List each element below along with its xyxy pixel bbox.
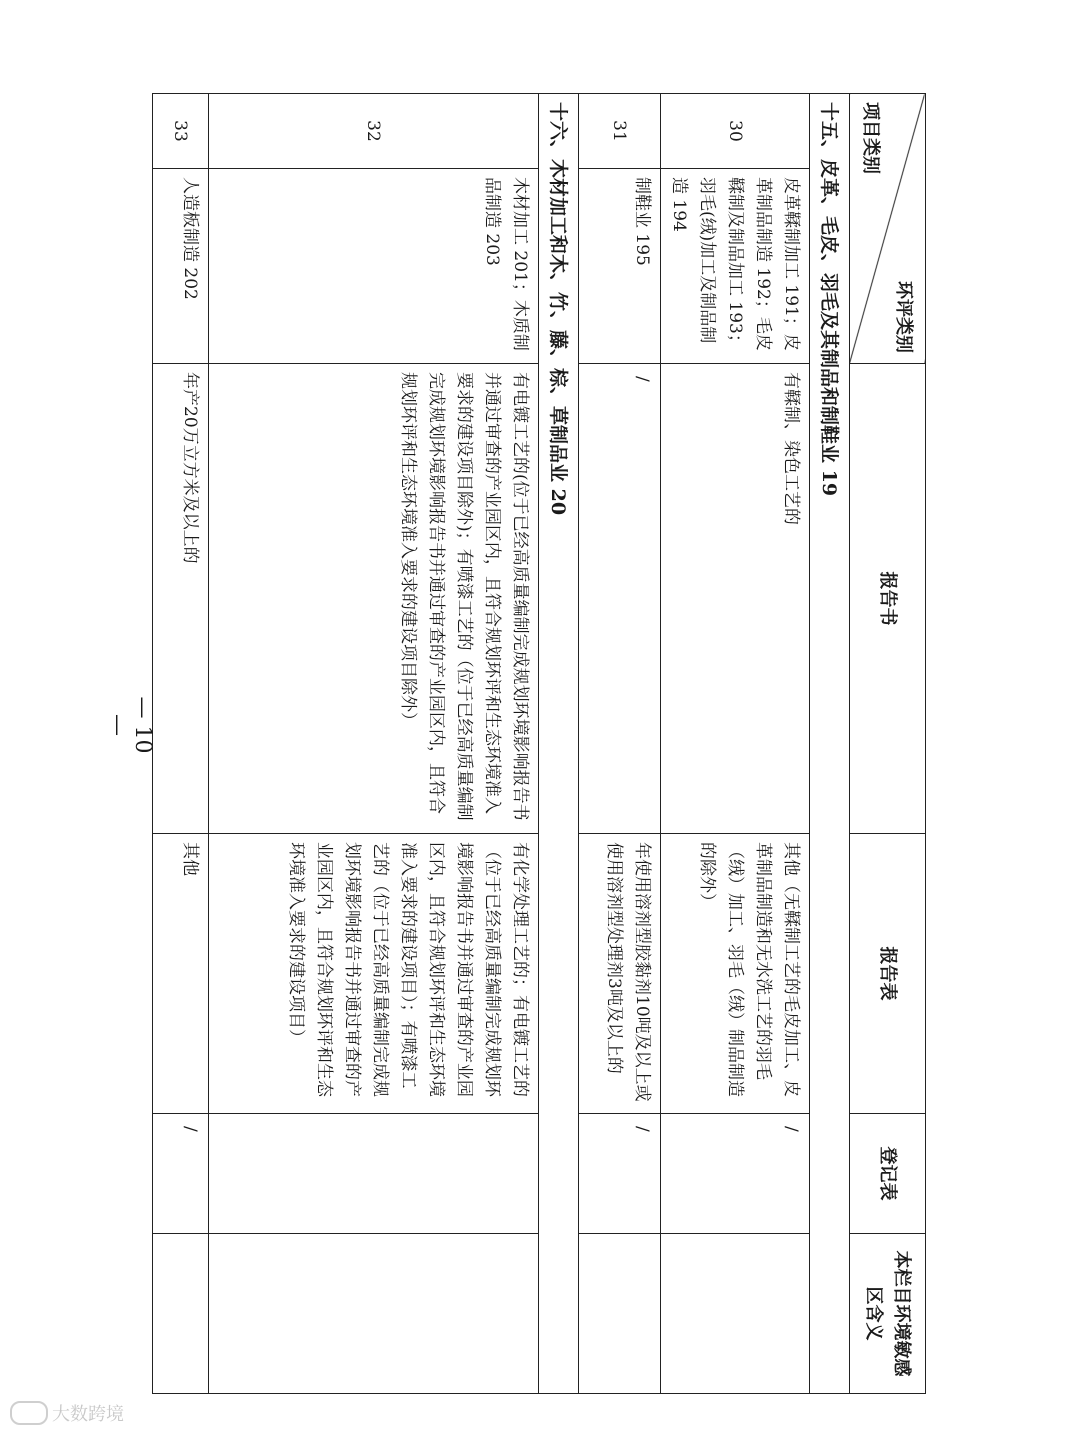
header-form: 报告表 bbox=[850, 834, 926, 1114]
section-row bbox=[539, 94, 579, 1394]
row-number: 30 bbox=[661, 94, 810, 169]
row-form-cell: 年使用溶剂型胶黏剂10吨及以上或使用溶剂型处理剂3吨及以上的 bbox=[579, 834, 661, 1114]
classification-table bbox=[152, 93, 926, 1394]
row-register-cell: / bbox=[661, 1114, 810, 1234]
table-row bbox=[661, 94, 810, 1394]
watermark-text: 大数跨境 bbox=[52, 1404, 124, 1425]
section-title: 十六、木材加工和木、竹、藤、棕、草制品业 20 bbox=[539, 94, 579, 1394]
row-sensitive-cell bbox=[661, 1234, 810, 1394]
row-number: 33 bbox=[153, 94, 209, 169]
row-project-name: 木材加工 201；木质制品制造 203 bbox=[209, 169, 539, 364]
header-sensitive: 本栏目环境敏感区含义 bbox=[850, 1234, 926, 1394]
row-project-name: 制鞋业 195 bbox=[579, 169, 661, 364]
row-number: 31 bbox=[579, 94, 661, 169]
header-category-bottom: 项目类别 bbox=[860, 102, 881, 174]
row-sensitive-cell bbox=[579, 1234, 661, 1394]
row-report-cell: 年产20万立方米及以上的 bbox=[153, 364, 209, 834]
table-row bbox=[579, 94, 661, 1394]
row-report-cell: 有电镀工艺的(位于已经高质量编制完成规划环境影响报告书并通过审查的产业园区内，且符合规划环评和生态环境准入要求的建设项目除外)；有喷漆工艺的（位于已经高质量编制完成规划环境影响报告书并通过审查的产业园区内，且符合规划环评和生态环境准入要求的建设项目除外） bbox=[209, 364, 539, 834]
row-form-cell: 其他 bbox=[153, 834, 209, 1114]
header-row bbox=[850, 94, 926, 1394]
watermark bbox=[10, 1400, 124, 1426]
row-sensitive-cell bbox=[153, 1234, 209, 1394]
watermark-logo-icon bbox=[10, 1401, 48, 1425]
rotated-document bbox=[162, 93, 926, 1393]
header-report: 报告书 bbox=[850, 364, 926, 834]
page-number: — 10 — bbox=[105, 696, 155, 754]
row-project-name: 人造板制造 202 bbox=[153, 169, 209, 364]
header-category-top: 环评类别 bbox=[893, 281, 914, 353]
row-form-cell: 有化学处理工艺的；有电镀工艺的（位于已经高质量编制完成规划环境影响报告书并通过审查的产业园区内，且符合规划环评和生态环境准入要求的建设项目）；有喷漆工艺的（位于已经高质量编制完成规划环境影响报告书并通过审查的产业园区内，且符合规划环评和生态环境准入要求的建设项目） bbox=[209, 834, 539, 1114]
row-report-cell: 有鞣制、染色工艺的 bbox=[661, 364, 810, 834]
row-register-cell: / bbox=[153, 1114, 209, 1234]
header-register: 登记表 bbox=[850, 1114, 926, 1234]
table-row bbox=[209, 94, 539, 1394]
row-register-cell bbox=[209, 1114, 539, 1234]
diagonal-header-cell bbox=[850, 94, 926, 364]
table-row bbox=[153, 94, 209, 1394]
row-sensitive-cell bbox=[209, 1234, 539, 1394]
section-title: 十五、皮革、毛皮、羽毛及其制品和制鞋业 19 bbox=[810, 94, 850, 1394]
row-project-name: 皮革鞣制加工 191；皮革制品制造 192；毛皮鞣制及制品加工 193；羽毛(绒)加工及制品制造 194 bbox=[661, 169, 810, 364]
row-report-cell: / bbox=[579, 364, 661, 834]
row-register-cell: / bbox=[579, 1114, 661, 1234]
row-form-cell: 其他（无鞣制工艺的毛皮加工、皮革制品制造和无水洗工艺的羽毛（绒）加工、羽毛（绒）制品制造的除外） bbox=[661, 834, 810, 1114]
section-row bbox=[810, 94, 850, 1394]
row-number: 32 bbox=[209, 94, 539, 169]
